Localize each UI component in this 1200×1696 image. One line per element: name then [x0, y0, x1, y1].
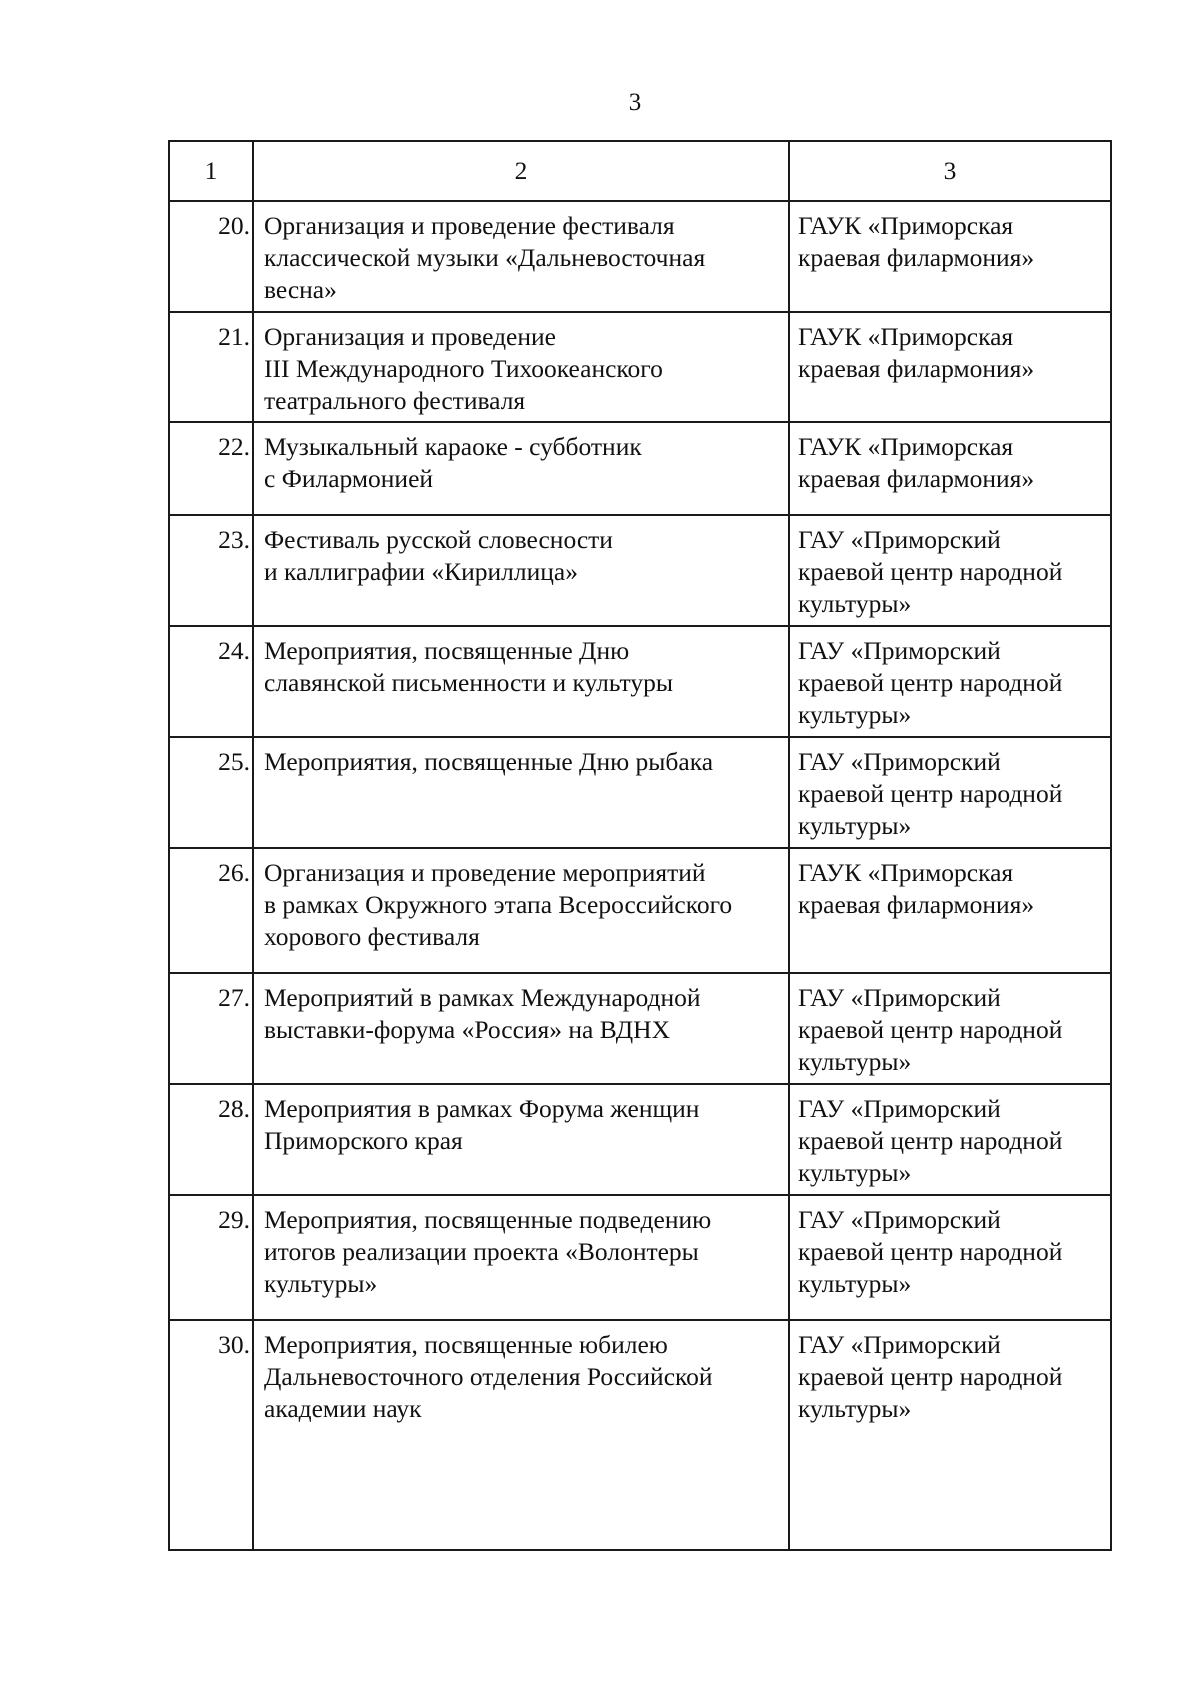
organizer: ГАУ «Приморский краевой центр народной культуры»	[789, 1195, 1111, 1320]
row-number: 30.	[169, 1320, 253, 1550]
organizer: ГАУ «Приморский краевой центр народной культуры»	[789, 515, 1111, 626]
row-number: 23.	[169, 515, 253, 626]
organizer: ГАУК «Приморская краевая филармония»	[789, 312, 1111, 422]
event-name: Организация и проведение фестиваля классической музыки «Дальневосточная весна»	[253, 201, 789, 312]
organizer: ГАУК «Приморская краевая филармония»	[789, 848, 1111, 973]
event-name: Музыкальный караоке - субботник с Филармонией	[253, 422, 789, 515]
organizer: ГАУ «Приморский краевой центр народной культуры»	[789, 1084, 1111, 1195]
row-number: 22.	[169, 422, 253, 515]
table-row	[169, 422, 1111, 515]
row-number: 26.	[169, 848, 253, 973]
table-row	[169, 1084, 1111, 1195]
table-header-row	[169, 141, 1111, 201]
table-row	[169, 1195, 1111, 1320]
row-number: 27.	[169, 973, 253, 1084]
row-number: 21.	[169, 312, 253, 422]
table-row	[169, 626, 1111, 737]
row-number: 28.	[169, 1084, 253, 1195]
event-name: Фестиваль русской словесности и каллиграфии «Кириллица»	[253, 515, 789, 626]
event-name: Организация и проведение мероприятий в рамках Окружного этапа Всероссийского хорового фестиваля	[253, 848, 789, 973]
header-col-3: 3	[789, 141, 1111, 201]
table-row	[169, 201, 1111, 312]
organizer: ГАУ «Приморский краевой центр народной культуры»	[789, 626, 1111, 737]
organizer: ГАУ «Приморский краевой центр народной культуры»	[789, 1320, 1111, 1550]
organizer: ГАУК «Приморская краевая филармония»	[789, 201, 1111, 312]
row-number: 29.	[169, 1195, 253, 1320]
table-row	[169, 312, 1111, 422]
organizer: ГАУ «Приморский краевой центр народной культуры»	[789, 973, 1111, 1084]
table-row	[169, 973, 1111, 1084]
organizer: ГАУ «Приморский краевой центр народной культуры»	[789, 737, 1111, 848]
header-col-1: 1	[169, 141, 253, 201]
event-name: Мероприятия, посвященные подведению итогов реализации проекта «Волонтеры культуры»	[253, 1195, 789, 1320]
header-col-2: 2	[253, 141, 789, 201]
organizer: ГАУК «Приморская краевая филармония»	[789, 422, 1111, 515]
event-name: Мероприятия, посвященные юбилею Дальневосточного отделения Российской академии наук	[253, 1320, 789, 1550]
table-row	[169, 737, 1111, 848]
row-number: 20.	[169, 201, 253, 312]
event-name: Организация и проведение III Международного Тихоокеанского театрального фестиваля	[253, 312, 789, 422]
table-row	[169, 515, 1111, 626]
event-name: Мероприятия, посвященные Дню славянской письменности и культуры	[253, 626, 789, 737]
table-row	[169, 848, 1111, 973]
page-number: 3	[628, 89, 642, 116]
event-name: Мероприятий в рамках Международной выставки-форума «Россия» на ВДНХ	[253, 973, 789, 1084]
row-number: 25.	[169, 737, 253, 848]
table-row	[169, 1320, 1111, 1550]
event-name: Мероприятия, посвященные Дню рыбака	[253, 737, 789, 848]
row-number: 24.	[169, 626, 253, 737]
events-table	[168, 140, 1112, 1551]
event-name: Мероприятия в рамках Форума женщин Приморского края	[253, 1084, 789, 1195]
